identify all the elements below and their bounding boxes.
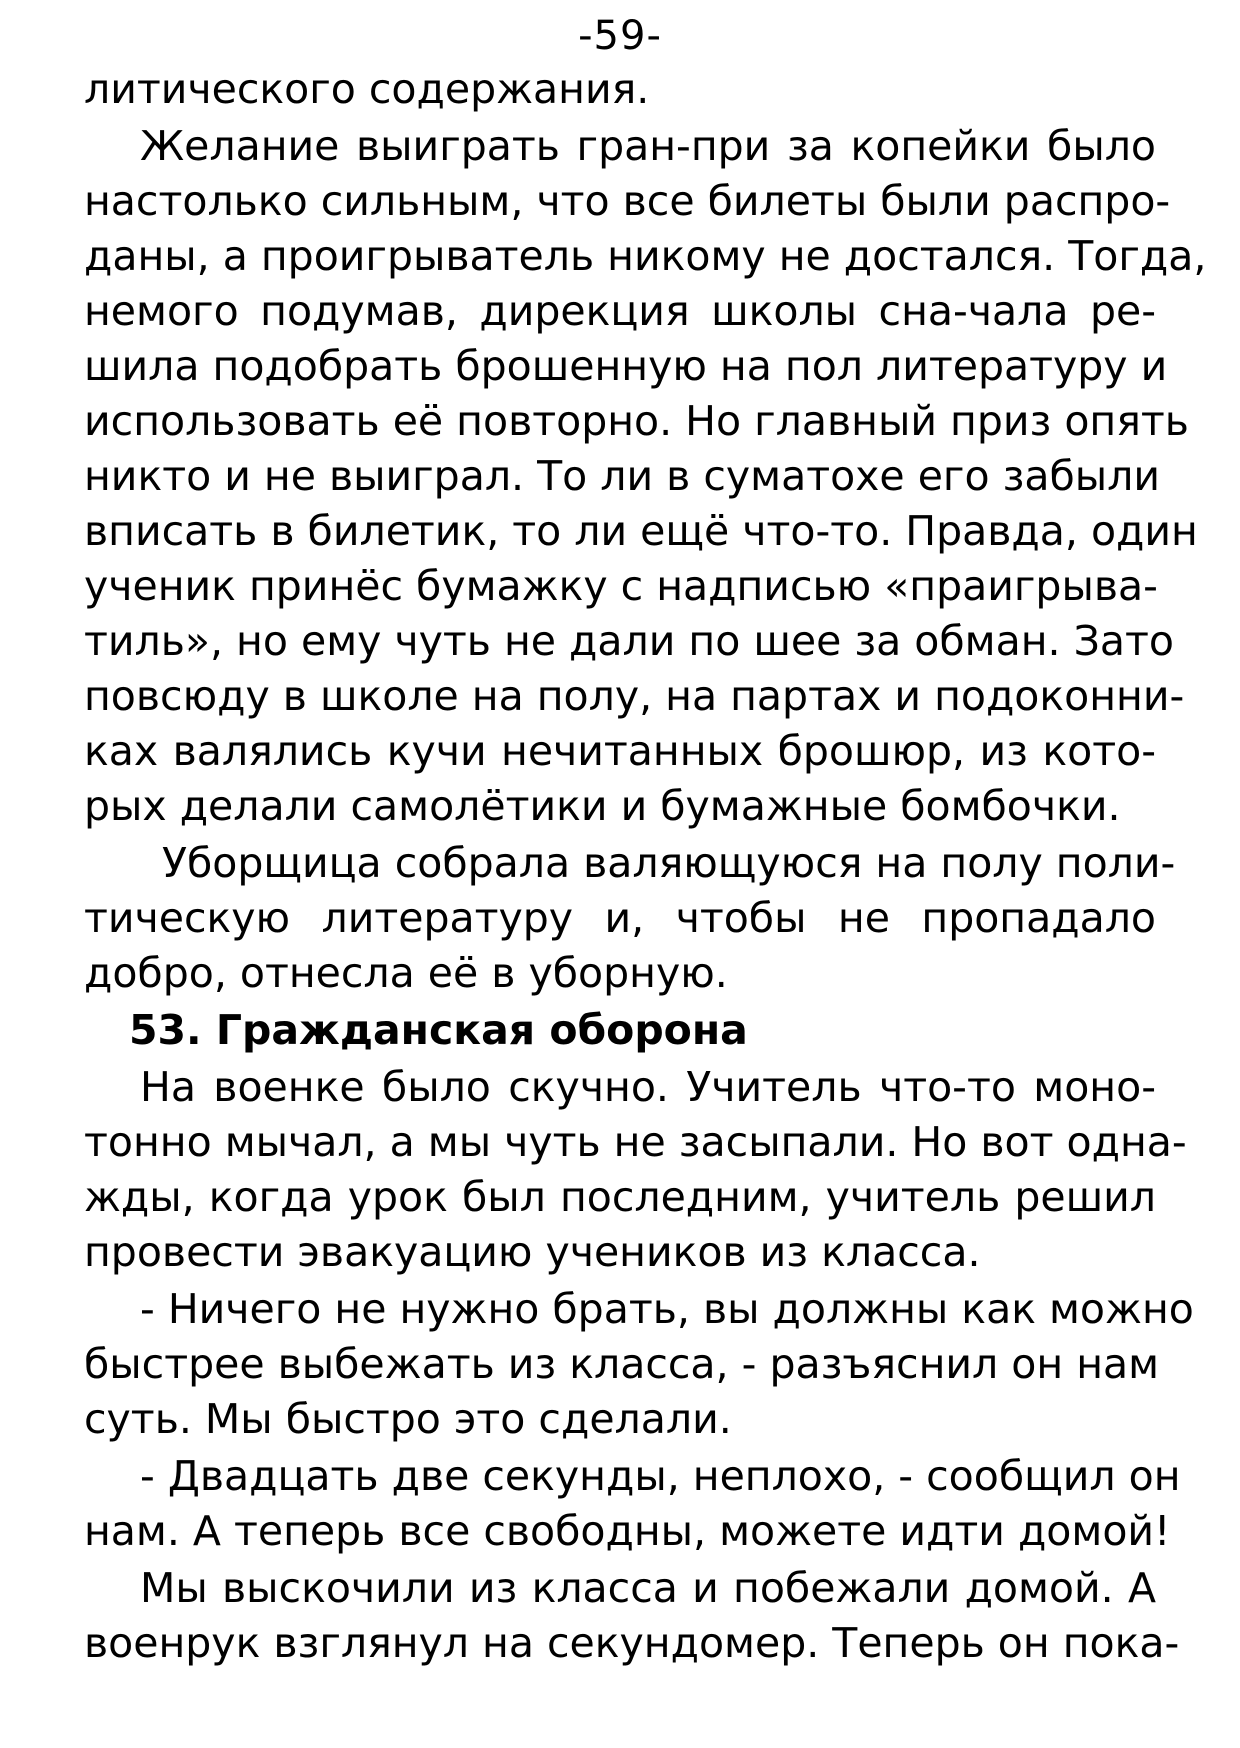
text-line: даны, а проигрыватель никому не достался. Тогда, — [84, 232, 1207, 280]
text-line: - Ничего не нужно брать, вы должны как можно — [140, 1285, 1194, 1333]
text-line: тиль», но ему чуть не дали по шее за обман. Зато — [84, 617, 1174, 665]
text-line: рых делали самолётики и бумажные бомбочки. — [84, 782, 1121, 830]
text-line: - Двадцать две секунды, неплохо, - сообщил он — [140, 1452, 1181, 1500]
text-line: Мы выскочили из класса и побежали домой. А — [140, 1564, 1156, 1612]
text-line: добро, отнесла её в уборную. — [84, 949, 728, 997]
text-line: ках валялись кучи нечитанных брошюр, из кото- — [84, 727, 1156, 775]
text-line: Уборщица собрала валяющуюся на полу поли- — [162, 839, 1176, 887]
text-line: тонно мычал, а мы чуть не засыпали. Но вот одна- — [84, 1118, 1187, 1166]
text-line: вписать в билетик, то ли ещё что-то. Правда, один — [84, 507, 1198, 555]
text-line: настолько сильным, что все билеты были распро- — [84, 177, 1171, 225]
paragraph-instructions — [84, 1282, 1194, 1447]
text-line: военрук взглянул на секундомер. Теперь он пока- — [84, 1619, 1180, 1667]
text-line: суть. Мы быстро это сделали. — [84, 1395, 732, 1443]
text-line: На военке было скучно. Учитель что-то моно- — [140, 1063, 1156, 1111]
text-line: тическую литературу и, чтобы не пропадало — [84, 894, 1156, 942]
paragraph-military-class — [84, 1060, 1187, 1280]
book-page — [84, 0, 1207, 1671]
text-line: использовать её повторно. Но главный приз опять — [84, 397, 1189, 445]
text-line: провести эвакуацию учеников из класса. — [84, 1228, 981, 1276]
text-line: никто и не выиграл. То ли в суматохе его забыли — [84, 452, 1161, 500]
paragraph-continuation — [84, 62, 1156, 117]
text-line: повсюду в школе на полу, на партах и подоконни- — [84, 672, 1185, 720]
paragraph-ending — [84, 1561, 1180, 1671]
paragraph-prize — [84, 119, 1207, 834]
text-line: жды, когда урок был последним, учитель решил — [84, 1173, 1156, 1221]
text-line: Желание выиграть гран-при за копейки было — [140, 122, 1156, 170]
text-line: ученик принёс бумажку с надписью «праигрыва- — [84, 562, 1158, 610]
text-line: нам. А теперь все свободны, можете идти домой! — [84, 1507, 1171, 1555]
text-line: литического содержания. — [84, 65, 650, 113]
text-line: немого подумав, дирекция школы сна-чала ре- — [84, 287, 1156, 335]
text-line: шила подобрать брошенную на пол литературу и — [84, 342, 1168, 390]
page-number: -59- — [578, 13, 662, 59]
paragraph-cleaner — [84, 836, 1176, 1001]
text-line: быстрее выбежать из класса, - разъяснил он нам — [84, 1340, 1160, 1388]
section-heading: 53. Гражданская оборона — [129, 1006, 748, 1054]
paragraph-result — [84, 1449, 1181, 1559]
